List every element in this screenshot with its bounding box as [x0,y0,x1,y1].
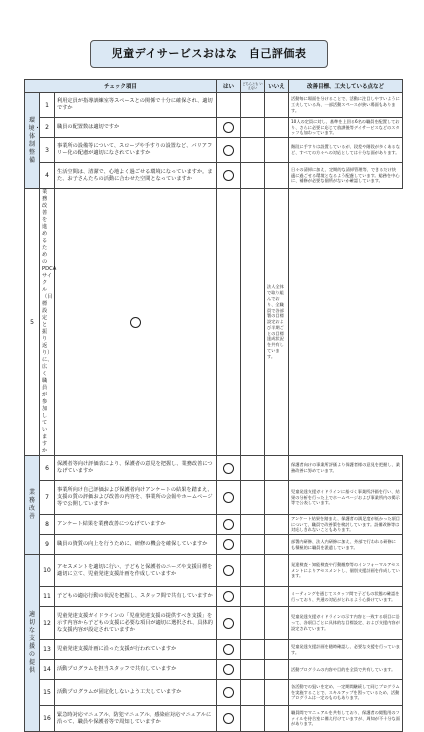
answer-no [265,607,289,640]
table-row [25,456,403,481]
improvement-note: 各活動での狙いを定め、一定期間継続して同じプログラムを実施することで、スキルアップを図っているため、活動プログラムは一定のものもあります。 [289,680,403,706]
answer-yes [217,607,241,640]
answer-neither [241,555,265,587]
answer-neither [241,93,265,118]
answer-yes [217,138,241,163]
answer-yes [217,481,241,515]
check-item: 緊急時対応マニュアル、防犯マニュアル、感染症対応マニュアルに沿って、職員や保護者等で周知していますか [55,706,217,732]
row-number: 11 [40,587,55,607]
row-number: 16 [40,706,55,732]
evaluation-table [24,79,403,732]
category-cell [25,93,40,189]
answer-neither [217,189,241,456]
row-number: 6 [40,456,55,481]
circle-mark-icon [223,644,234,655]
answer-no [265,118,289,138]
circle-mark-icon [223,463,234,474]
table-row [25,587,403,607]
answer-neither [241,481,265,515]
table-row [25,189,403,456]
category-label: 環境・体制整備 [28,116,41,164]
table-row [25,607,403,640]
row-number: 8 [40,515,55,535]
improvement-note: 10人の定員に対し、基準を上回る6名の職員を配置しており、さらに必要に応じて放課後等デイサービスなどのスタッフも加わっています。 [289,118,403,138]
answer-yes [217,118,241,138]
improvement-note: 児童発達支援ガイドラインに基づく事業所評価を行い、結果の分析を行った上でホームページおよび事業所内の掲示等で公表しています。 [289,481,403,515]
improvement-note: 法人全体で取り組んでおり、全職員で各部署の目標設定および半期ごとの目標達成状況を共有しています。 [265,189,289,456]
row-number: 14 [40,660,55,680]
answer-no [265,93,289,118]
circle-mark-icon [223,492,234,503]
answer-no [265,680,289,706]
table-row [25,93,403,118]
table-row [25,555,403,587]
improvement-note: 職員間でマニュアルを共有しており、保護者の閲覧用のファイルを待合室に備え付けていますが、周知が不十分な面があります。 [289,706,403,732]
table-row [25,706,403,732]
table-row [25,535,403,555]
row-number: 12 [40,607,55,640]
improvement-note: 活動プログラムの内容や目的を全員で共有しています。 [289,660,403,680]
answer-neither [241,680,265,706]
improvement-note: 活動毎に場面を分けることで、活動に注目しやすいように工夫している為、一部活動スペースが狭い場面もあります。 [289,93,403,118]
answer-yes [217,587,241,607]
row-number: 2 [40,118,55,138]
answer-yes [217,163,241,189]
category-label: 適切な支援の提供 [28,611,35,674]
answer-no [265,587,289,607]
row-number: 1 [40,93,55,118]
table-row [25,163,403,189]
answer-no [241,189,265,456]
improvement-note: アンケート結果を踏まえ、保護者の満足度が低かった項目について、職員で改善策を検討しています。設備改修等は対応しきれないこともあります。 [289,515,403,535]
improvement-note: ミーティングを通じてスタッフ間で子どもの状態の確認を行っており、共通の対応がとれるよう心掛けています。 [289,587,403,607]
circle-mark-icon [223,618,234,629]
row-number: 4 [40,163,55,189]
check-item: アンケート結果を業務改善につなげていますか [55,515,217,535]
answer-yes [217,706,241,732]
circle-mark-icon [223,591,234,602]
check-item: 児童発達支援計画に沿った支援が行われていますか [55,640,217,660]
row-number: 7 [40,481,55,515]
circle-mark-icon [130,317,141,328]
answer-no [265,640,289,660]
table-row [25,481,403,515]
table-row [25,515,403,535]
circle-mark-icon [223,539,234,550]
answer-neither [241,607,265,640]
check-item: 事業所の設備等について、スロープや手すりの設置など、バリアフリー化の配慮が適切になされていますか [55,138,217,163]
check-item: 児童発達支援ガイドラインの「児童発達支援の提供すべき支援」を示す内容から子どもの支援に必要な項目が適切に選択され、具体的な支援内容が設定されていますか [55,607,217,640]
answer-neither [241,163,265,189]
answer-yes [217,93,241,118]
header-improve: 改善目標、工夫している点など [289,80,403,93]
answer-yes [217,660,241,680]
category-label: 業務改善 [28,489,35,520]
table-row [25,640,403,660]
category-cell [25,456,40,555]
row-number: 5 [25,189,40,456]
check-item: 利用定員が指導訓練室等スペースとの関係で十分に確保され、適切ですか [55,93,217,118]
answer-no [265,481,289,515]
header-neither: どちらとも いえない [241,80,265,93]
circle-mark-icon [223,687,234,698]
improvement-note: 部署内研修、法人内研修に加え、外部で行われる研修にも積極的に職員を派遣しています。 [289,535,403,555]
answer-no [265,138,289,163]
table-row [25,138,403,163]
answer-yes [217,680,241,706]
row-number: 13 [40,640,55,660]
check-item: 事業所向け自己評価および保護者向けアンケートの結果を踏まえ、支援の質の評価および改善の内容を、事業所の会報やホームページ等で公開していますか [55,481,217,515]
table-row [25,118,403,138]
circle-mark-icon [223,122,234,133]
check-item: 職員の配置数は適切ですか [55,118,217,138]
circle-mark-icon [223,145,234,156]
improvement-note: 児童発達支援計画を随時確認し、必要な支援を行っています。 [289,640,403,660]
answer-yes [217,456,241,481]
answer-no [265,660,289,680]
circle-mark-icon [223,713,234,724]
improvement-note: 児童発達支援ガイドラインの示す内容と一致する項目に沿って、各項目ごとに具体的な目標設定、および支援内容が設定されています。 [289,607,403,640]
answer-no [265,706,289,732]
circle-mark-icon [223,565,234,576]
check-item: 活動プログラムが固定化しないよう工夫していますか [55,680,217,706]
answer-neither [241,118,265,138]
header-yes: はい [217,80,241,93]
table-row [25,680,403,706]
answer-neither [241,640,265,660]
header-check: チェック項目 [25,80,217,93]
answer-no [265,163,289,189]
answer-no [265,515,289,535]
page-title: 児童デイサービスおはな 自己評価表 [90,40,328,68]
answer-no [265,535,289,555]
improvement-note: 階段に手すりは設置しているが、段差や階段が多くあるなど、すべての方々への対応としては十分な面があります。 [289,138,403,163]
check-item: 生活空間は、清潔で、心地よく過ごせる環境になっていますか。また、お子さんたちの活動に合わせた空間となっていますか [55,163,217,189]
improvement-note: 発達検査・知能検査や行動観察等のインフォーマルアセスメントによりアセスメントし、個別支援計画を作成しています。 [289,555,403,587]
row-number: 3 [40,138,55,163]
check-item: 活動プログラムを担当スタッフで共有していますか [55,660,217,680]
improvement-note: 保護者向けの事業所評価より保護者様の意見を把握し、業務改善に努めています。 [289,456,403,481]
answer-yes [217,640,241,660]
row-number: 15 [40,680,55,706]
table-row [25,660,403,680]
improvement-note: 日々の清掃に加え、定期的な清掃管理等、できるだけ快適に過ごせる環境となるよう配慮しています。総務を中心に、補修が必要な個所がないか確認しています。 [289,163,403,189]
answer-no [265,555,289,587]
answer-neither [241,515,265,535]
check-item: 保護者等向け評価表により、保護者の意見を把握し、業務改善につなげていますか [55,456,217,481]
circle-mark-icon [223,170,234,181]
answer-neither [241,456,265,481]
answer-neither [241,535,265,555]
check-item: アセスメントを適切に行い、子どもと保護者のニーズや支援目標を適切に立て、児童発達支援計画を作成していますか [55,555,217,587]
answer-yes [217,555,241,587]
answer-neither [241,660,265,680]
answer-neither [241,706,265,732]
category-cell [25,555,40,732]
circle-mark-icon [223,519,234,530]
answer-yes [217,535,241,555]
check-item: 業務改善を進めるためのPDCAサイクル（目標設定と振り返り）に、広く職員が参加していますか [40,189,55,456]
circle-mark-icon [223,664,234,675]
row-number: 10 [40,555,55,587]
answer-yes [55,189,217,456]
answer-no [265,456,289,481]
answer-yes [217,515,241,535]
row-number: 9 [40,535,55,555]
check-item: 子どもの適応行動の状況を把握し、スタッフ間で共有していますか [55,587,217,607]
header-no: いいえ [265,80,289,93]
answer-neither [241,587,265,607]
header-row [25,80,403,93]
answer-neither [241,138,265,163]
check-item: 職員の資質の向上を行うために、研修の機会を確保していますか [55,535,217,555]
